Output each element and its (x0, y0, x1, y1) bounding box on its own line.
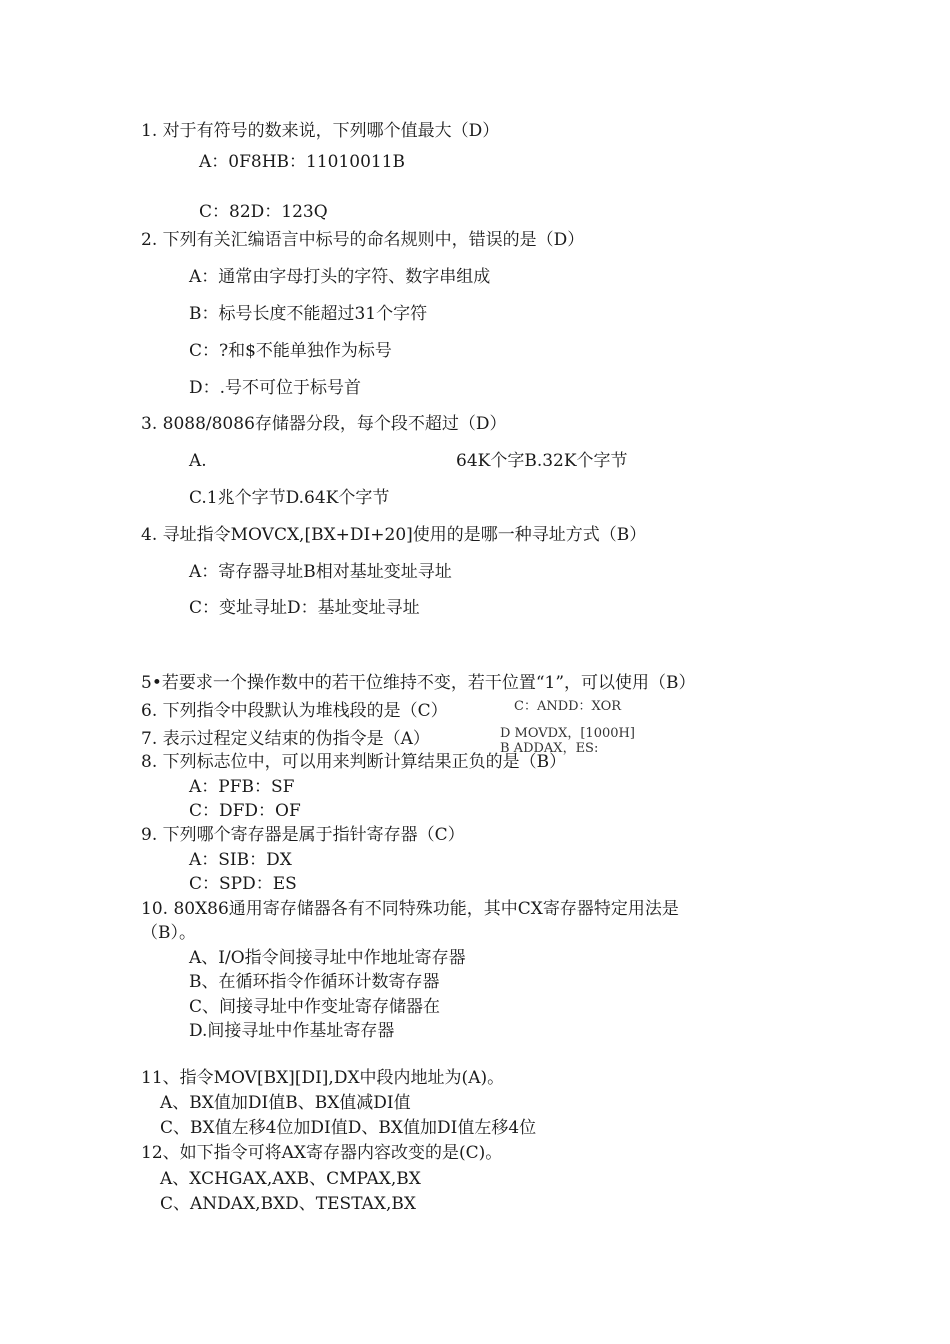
q1-option-cd: C：82D：123Q (199, 202, 328, 222)
q12-option-ab: A、XCHGAX,AXB、CMPAX,BX (160, 1169, 421, 1189)
q11-option-ab: A、BX值加DI值B、BX值减DI值 (160, 1093, 411, 1113)
overlap-fragment-3: B ADDAX，ES: (500, 741, 599, 756)
q12-stem: 12、如下指令可将AX寄存器内容改变的是(C)。 (141, 1143, 503, 1163)
q10-stem: 10. 80X86通用寄存储器各有不同特殊功能，其中CX寄存器特定用法是 (141, 899, 679, 919)
q8-option-cd: C：DFD：OF (189, 801, 301, 821)
q1-option-ab: A：0F8HB：11010011B (199, 152, 406, 172)
q4-option-ab: A：寄存器寻址B相对基址变址寻址 (189, 562, 452, 582)
q9-stem: 9. 下列哪个寄存器是属于指针寄存器（C） (141, 825, 465, 845)
q4-option-cd: C：变址寻址D：基址变址寻址 (189, 598, 420, 618)
q9-option-cd: C：SPD：ES (189, 874, 297, 894)
q2-option-b: B：标号长度不能超过31个字符 (189, 304, 428, 324)
q2-stem: 2. 下列有关汇编语言中标号的命名规则中，错误的是（D） (141, 230, 585, 250)
q4-stem: 4. 寻址指令MOVCX,[BX+DI+20]使用的是哪一种寻址方式（B） (141, 525, 647, 545)
overlap-fragment-2: D MOVDX，[1000H] (500, 726, 635, 741)
overlap-fragment-1: C：ANDD：XOR (514, 699, 622, 714)
q10-option-b: B、在循环指令作循环计数寄存器 (189, 972, 440, 992)
q8-stem: 8. 下列标志位中，可以用来判断计算结果正负的是（B） (141, 752, 567, 772)
q6-stem: 6. 下列指令中段默认为堆栈段的是（C） (141, 701, 448, 721)
q3-option-a-cont: 64K个字B.32K个字节 (456, 451, 628, 471)
q2-option-a: A：通常由字母打头的字符、数字串组成 (189, 267, 491, 287)
q10-option-d: D.间接寻址中作基址寄存器 (189, 1021, 395, 1041)
q1-stem: 1. 对于有符号的数来说，下列哪个值最大（D） (141, 121, 500, 141)
q3-stem: 3. 8088/8086存储器分段，每个段不超过（D） (141, 414, 507, 434)
q11-stem: 11、指令MOV[BX][DI],DX中段内地址为(A)。 (141, 1068, 505, 1088)
q12-option-cd: C、ANDAX,BXD、TESTAX,BX (160, 1194, 416, 1214)
q2-option-c: C：?和$不能单独作为标号 (189, 341, 392, 361)
q8-option-ab: A：PFB：SF (189, 777, 295, 797)
q9-option-ab: A：SIB：DX (189, 850, 292, 870)
q3-option-cd: C.1兆个字节D.64K个字节 (189, 488, 390, 508)
q11-option-cd: C、BX值左移4位加DI值D、BX值加DI值左移4位 (160, 1118, 537, 1138)
q2-option-d: D：.号不可位于标号首 (189, 378, 362, 398)
q10-option-c: C、间接寻址中作变址寄存储器在 (189, 997, 441, 1017)
q10-option-a: A、I/O指令间接寻址中作地址寄存器 (189, 948, 466, 968)
q5-stem: 5•若要求一个操作数中的若干位维持不变，若干位置“1”，可以使用（B） (141, 673, 696, 693)
q7-stem: 7. 表示过程定义结束的伪指令是（A） (141, 729, 430, 749)
q10-stem-cont: （B）。 (141, 923, 196, 943)
q3-option-a: A. (189, 451, 207, 471)
